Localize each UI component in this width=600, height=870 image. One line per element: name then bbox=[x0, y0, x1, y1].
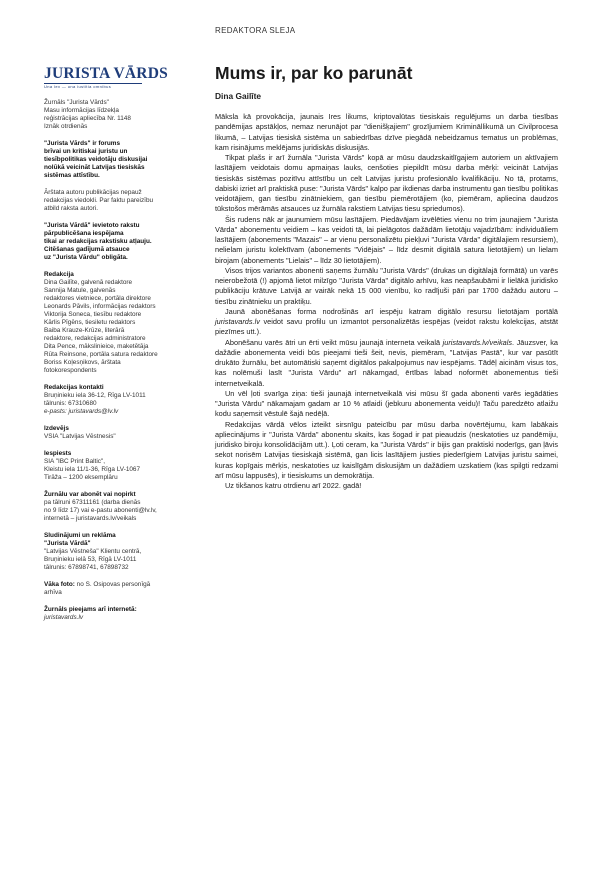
shop-link[interactable]: juristavards.lv/veikals bbox=[442, 337, 513, 347]
mission-line: tiesībpolitikas veidotāju diskusijai bbox=[44, 156, 148, 163]
article-paragraph: Un vēl ļoti svarīga ziņa: tieši jaunajā internetveikalā visi mūsu šī gada abonenti varēs iegādāties "Jurista Vārdu" nākamajam gadam ar 10 % atlaidi (jebkuru abonementa veidu)! Taču paredzēto atlaižu kodu saņemsit vēstulē šajā nedēļā. bbox=[215, 388, 558, 419]
printer-line: Tirāža – 1200 eksemplāru bbox=[44, 474, 118, 481]
article-author: Dina Gailīte bbox=[215, 91, 262, 101]
paragraph-text: veidot savu profilu un izmantot personalizētās iespējas (veidot rakstu kolekcijas, atstāt piezīmes utt.). bbox=[215, 317, 558, 337]
contacts-phone: tālrunis: 67310680 bbox=[44, 400, 97, 407]
cover-heading: Vāka foto: bbox=[44, 581, 75, 588]
logo-wordmark: JURISTA VĀRDS bbox=[44, 65, 168, 82]
staff-line: Rūta Reinsone, portāla satura redaktore bbox=[44, 351, 158, 358]
publisher-name: VSIA "Latvijas Vēstnesis" bbox=[44, 433, 116, 440]
ads-line: "Latvijas Vēstneša" Klientu centrā, bbox=[44, 548, 142, 555]
staff-line: fotokorespondents bbox=[44, 367, 97, 374]
disclaimer-line: atbild raksta autori. bbox=[44, 205, 98, 212]
ads-line: tālrunis: 67898741, 67898732 bbox=[44, 564, 129, 571]
article-paragraph: Māksla kā provokācija, jaunais Ires likums, kriptovalūtas tiesiskais regulējums un darba tiesības pandēmijas apstākļos, nemaz nerunājot par "dienišķajiem" grozījumiem Krimināllikumā un Civilprocesa likumā, – Latvijas tiesiskā sistēma un sabiedrības dzīve piegādā nebeidzamus tematus un problēmas, kam risinājums meklējams juridiskās diskusijās. bbox=[215, 112, 558, 152]
citation-line: "Jurista Vārdā" ievietoto rakstu bbox=[44, 222, 140, 229]
disclaimer bbox=[44, 189, 194, 213]
cover-text-2: arhīva bbox=[44, 589, 62, 596]
disclaimer-line: redakcijas viedokli. Par faktu pareizību bbox=[44, 197, 154, 204]
staff-line: Baiba Krauze-Krūze, literārā bbox=[44, 327, 125, 334]
article-paragraph: Uz tikšanos katru otrdienu arī 2022. gadā! bbox=[225, 481, 362, 490]
editorial-article bbox=[215, 62, 558, 491]
contacts-heading: Redakcijas kontakti bbox=[44, 384, 104, 391]
citation-line: uz "Jurista Vārdu" obligāta. bbox=[44, 254, 128, 261]
article-paragraph: Visos trijos variantos abonenti saņems žurnālu "Jurista Vārds" (drukas un digitālajā formātā) un varēs neierobežotā (!) apjomā lietot milzīgo "Jurista Vārda" digitālo arhīvu, kas neapšaubāmi ir lielākā juridisko publikāciju krātuve Latvijā ar vairāk nekā 15 000 vienību, ko radījuši pāri par 1700 dažādu autoru – tiesību zinātnieku un praktiķu. bbox=[215, 265, 558, 306]
online-heading: Žurnāls pieejams arī internetā: bbox=[44, 606, 137, 613]
article-title: Mums ir, par ko parunāt bbox=[215, 63, 413, 83]
printer-info bbox=[44, 450, 194, 482]
staff-line: redaktore, redakcijas administratore bbox=[44, 335, 146, 342]
portal-link[interactable]: juristavards.lv bbox=[215, 317, 260, 326]
ads-line: Bruņinieku ielā 53, Rīgā LV-1011 bbox=[44, 556, 137, 563]
registration-info bbox=[44, 99, 194, 131]
paragraph-text: . Jāuzsver, ka dažādie abonementa veidi būs pieejami tieši šeit, nevis, piemēram, "Latvijas Pastā", kur var pasūtīt drukāto žurnālu, bet automātiski saņemt digitālos pakalpojumus nav iespējams. Tādēļ aicinām visus tos, kas nolēmuši lasīt "Jurista Vārdu" arī nākamgad, ērtības labad noformēt abonementus tieši internetveikalā. bbox=[215, 337, 558, 388]
paragraph-text: Jaunā abonēšanas forma nodrošinās arī iespēju katram digitālo resursu lietotājam portālā bbox=[225, 306, 558, 316]
online-link[interactable]: juristavards.lv bbox=[44, 614, 84, 621]
jurista-vards-logo bbox=[44, 66, 194, 90]
mission-statement bbox=[44, 140, 194, 180]
staff-line: Boriss Koļesņikovs, ārštata bbox=[44, 359, 121, 366]
masthead-sidebar bbox=[44, 66, 194, 622]
registration-line: reģistrācijas apliecība Nr. 1148 bbox=[44, 115, 131, 122]
ads-heading: Sludinājumi un reklāma bbox=[44, 532, 116, 539]
mission-line: sistēmas attīstību. bbox=[44, 172, 100, 179]
subscribe-line: internetā – juristavards.lv/veikals bbox=[44, 515, 137, 522]
cover-text: no S. Osipovas personīgā bbox=[74, 581, 151, 588]
subscribe-line: pa tālruni 67311161 (darba dienās bbox=[44, 499, 141, 506]
subscribe-line: no 9 līdz 17) vai e-pastu abonenti@lv.lv, bbox=[44, 507, 157, 514]
editorial-contacts bbox=[44, 384, 194, 416]
mission-line: brīvai un kritiskai juristu un bbox=[44, 148, 128, 155]
contacts-email[interactable]: e-pasts: juristavards@lv.lv bbox=[44, 408, 119, 415]
section-label: REDAKTORA SLEJA bbox=[215, 26, 296, 35]
registration-line: Iznāk otrdienās bbox=[44, 123, 88, 130]
staff-line: Sannija Matule, galvenās bbox=[44, 287, 116, 294]
staff-line: Leonards Pāvils, informācijas redaktors bbox=[44, 303, 156, 310]
printer-line: SIA "IBC Print Baltic", bbox=[44, 458, 106, 465]
staff-line: Dita Pence, mākslinieice, maketētāja bbox=[44, 343, 149, 350]
paragraph-text: Abonēšanu varēs ātri un ērti veikt mūsu jaunajā interneta veikalā bbox=[225, 337, 443, 347]
article-paragraph: Šis rudens nāk ar jaunumiem mūsu lasītājiem. Piedāvājam izvēlēties vienu no trim jaunajiem "Jurista Vārda" abonementu veidiem – kas veidoti tā, lai pielāgotos dažādām lietotāju vajadzībām: individuāliem lasītājiem (abonements "Mazais" – ar vienu personalizētu piekļuvi "Jurista Vārda" digitālajiem resursiem), nelielam juristu kolektīvam (abonements "Vidējais" – līdz desmit digitālā satura lietotājiem) un lielam birojam (abonements "Lielais" – līdz 30 lietotājiem). bbox=[215, 214, 558, 265]
ads-info bbox=[44, 532, 194, 572]
ads-heading-2: "Jurista Vārdā" bbox=[44, 540, 91, 547]
publisher-info bbox=[44, 425, 194, 441]
mission-line: nolūkā veicināt Latvijas tiesiskās bbox=[44, 164, 145, 171]
online-info bbox=[44, 606, 194, 622]
staff-line: Kārlis Pīgēns, tiesiletu redaktors bbox=[44, 319, 136, 326]
cover-photo-credit bbox=[44, 581, 194, 597]
citation-notice bbox=[44, 222, 194, 262]
staff-line: Dina Gailīte, galvenā redaktore bbox=[44, 279, 133, 286]
article-paragraph: Tikpat plašs ir arī žurnāla "Jurista Vārds" kopā ar mūsu daudzskaitlīgajiem autoriem un aktīvajiem lasītājiem veidotais domu apmaiņas lauks, cenšoties piepildīt mūsu darba mērķi: veicināt Latvijas tiesiskās sistēmas pozitīvu attīstību un celt Latvijas juristu profesionālo kvalifikāciju. No tā, protams, dabiski izriet arī praktiskā puse: "Jurista Vārds" kalpo par ikdienas darba instrumentu gan tiesību politikas veidotājiem, gan tiesību zinātniekiem, gan tiesību piemērotājiem (ko, piemēram, apliecina daudzos tūkstošos mērāmās atsauces uz žurnāla rakstiem Latvijas tiesu spriedumos). bbox=[215, 153, 558, 214]
registration-line: Žurnāls "Jurista Vārds" bbox=[44, 99, 109, 106]
article-body bbox=[215, 112, 558, 491]
subscribe-info bbox=[44, 491, 194, 523]
publisher-heading: Izdevējs bbox=[44, 425, 69, 432]
article-paragraph bbox=[215, 307, 558, 338]
contacts-address: Bruņinieku iela 36-12, Rīga LV-1011 bbox=[44, 392, 146, 399]
staff-line: Viktorija Soneca, tiesību redaktore bbox=[44, 311, 142, 318]
editorial-staff bbox=[44, 271, 194, 375]
citation-line: tikai ar redakcijas rakstisku atļauju. bbox=[44, 238, 152, 245]
subscribe-heading: Žurnālu var abonēt vai nopirkt bbox=[44, 491, 136, 498]
registration-line: Masu informācijas līdzekļa bbox=[44, 107, 119, 114]
article-paragraph bbox=[215, 338, 558, 389]
disclaimer-line: Ārštata autoru publikācijas nepauž bbox=[44, 189, 142, 196]
article-paragraph: Redakcijas vārdā vēlos izteikt sirsnīgu pateicību par mūsu darba novērtējumu, kam labākais apliecinājums ir "Jurista Vārda" abonentu skaits, kas šogad ir pat pieaudzis (neskatoties uz pandēmiju, juridisko biroju konsolidācijām utt.). Ļoti ceram, ka "Jurista Vārds" ir bijis gan praktiski noderīgs, gan ļāvis sekot norisēm Latvijas tiesiskajā sistēmā, gan licis lasītājiem justies piederīgiem Latvijas juristu saimei, kuras kopīgais mērķis, neskatoties uz kaislīgām diskusijām un dažādiem uzskatiem (kas spilgti redzami arī mūsu lappusēs), ir tiesiskums un demokrātija. bbox=[215, 419, 558, 480]
citation-line: Citēšanas gadījumā atsauce bbox=[44, 246, 130, 253]
staff-line: redaktores vietniece, portāla direktore bbox=[44, 295, 151, 302]
citation-line: pārpublicēšana iespējama bbox=[44, 230, 124, 237]
mission-line: "Jurista Vārds" ir forums bbox=[44, 140, 121, 147]
printer-line: Kleistu iela 11/1-36, Rīga LV-1067 bbox=[44, 466, 141, 473]
printer-heading: Iespiests bbox=[44, 450, 72, 457]
logo-tagline: Una lex — una iustitia omnibus bbox=[44, 84, 112, 89]
editorial-heading: Redakcija bbox=[44, 271, 74, 278]
